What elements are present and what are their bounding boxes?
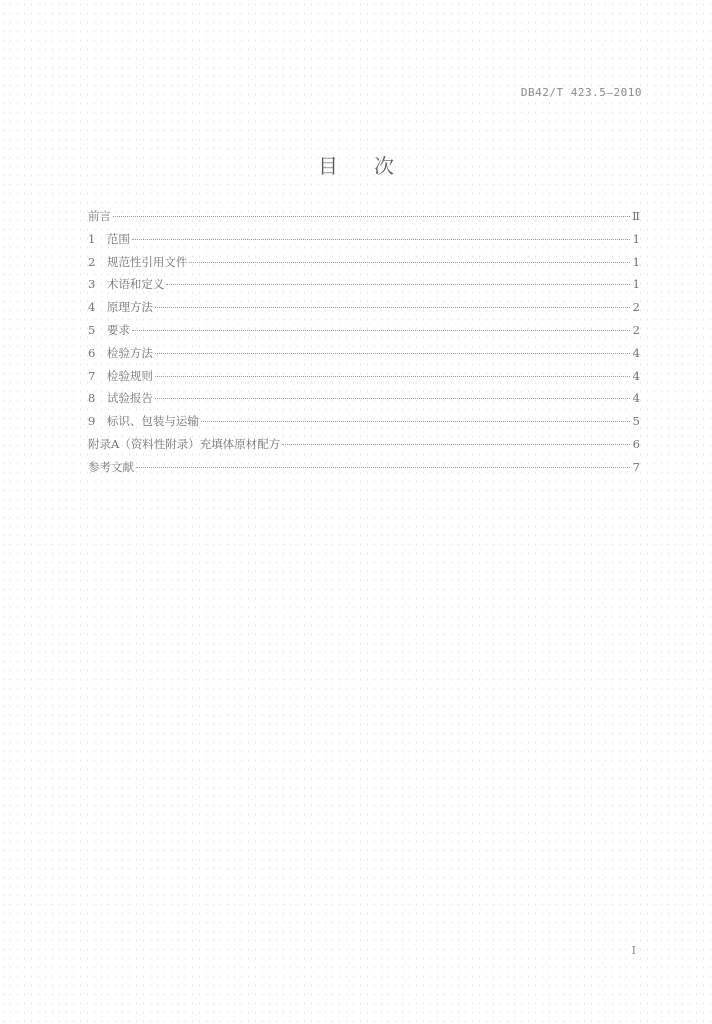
toc-entry-page: 6 bbox=[632, 436, 640, 451]
toc-leader-dots bbox=[113, 216, 630, 217]
toc-entry-text: 7 检验规则 bbox=[88, 368, 153, 383]
toc-entry-page: 2 bbox=[632, 322, 640, 337]
toc-entry[interactable] bbox=[88, 208, 640, 231]
toc-leader-dots bbox=[155, 398, 630, 399]
toc-entry-text: 参考文献 bbox=[88, 459, 134, 474]
toc-entry-page: 1 bbox=[632, 277, 640, 292]
table-of-contents bbox=[88, 208, 640, 482]
toc-entry[interactable] bbox=[88, 390, 640, 413]
toc-entry-page: 4 bbox=[632, 368, 640, 383]
toc-entry-page: 4 bbox=[632, 345, 640, 360]
toc-entry-text: 3 术语和定义 bbox=[88, 277, 165, 292]
toc-entry[interactable] bbox=[88, 436, 640, 459]
toc-entry-text: 前言 bbox=[88, 209, 111, 223]
toc-entry-page: Ⅱ bbox=[632, 209, 640, 223]
toc-entry-text: 2 规范性引用文件 bbox=[88, 254, 188, 269]
toc-leader-dots bbox=[132, 239, 630, 240]
toc-entry-text: 8 试验报告 bbox=[88, 391, 153, 406]
toc-entry-text: 9 标识、包装与运输 bbox=[88, 414, 199, 429]
toc-entry[interactable] bbox=[88, 345, 640, 368]
toc-entry-page: 7 bbox=[632, 459, 640, 474]
toc-leader-dots bbox=[282, 444, 630, 445]
toc-leader-dots bbox=[155, 307, 630, 308]
toc-leader-dots bbox=[155, 376, 630, 377]
toc-entry[interactable] bbox=[88, 459, 640, 482]
toc-entry-page: 1 bbox=[632, 254, 640, 269]
toc-entry-page: 2 bbox=[632, 300, 640, 315]
toc-leader-dots bbox=[189, 262, 630, 263]
toc-leader-dots bbox=[201, 421, 630, 422]
toc-entry-page: 4 bbox=[632, 391, 640, 406]
toc-leader-dots bbox=[166, 284, 630, 285]
standard-code: DB42/T 423.5—2010 bbox=[520, 86, 642, 99]
toc-entry[interactable] bbox=[88, 254, 640, 277]
toc-entry[interactable] bbox=[88, 368, 640, 391]
toc-entry-text: 5 要求 bbox=[88, 322, 130, 337]
toc-entry-page: 1 bbox=[632, 231, 640, 246]
toc-entry-page: 5 bbox=[632, 414, 640, 429]
toc-entry-text: 4 原理方法 bbox=[88, 300, 153, 315]
toc-entry[interactable] bbox=[88, 231, 640, 254]
toc-entry-text: 附录A（资料性附录）充填体原材配方 bbox=[88, 436, 281, 451]
toc-entry[interactable] bbox=[88, 413, 640, 436]
toc-leader-dots bbox=[155, 353, 630, 354]
page-number: I bbox=[631, 944, 636, 957]
toc-entry[interactable] bbox=[88, 299, 640, 322]
toc-entry-text: 6 检验方法 bbox=[88, 345, 153, 360]
toc-leader-dots bbox=[132, 330, 630, 331]
page-title: 目次 bbox=[318, 154, 430, 178]
toc-leader-dots bbox=[136, 467, 630, 468]
toc-entry-text: 1 范围 bbox=[88, 231, 130, 246]
toc-entry[interactable] bbox=[88, 322, 640, 345]
toc-entry[interactable] bbox=[88, 276, 640, 299]
